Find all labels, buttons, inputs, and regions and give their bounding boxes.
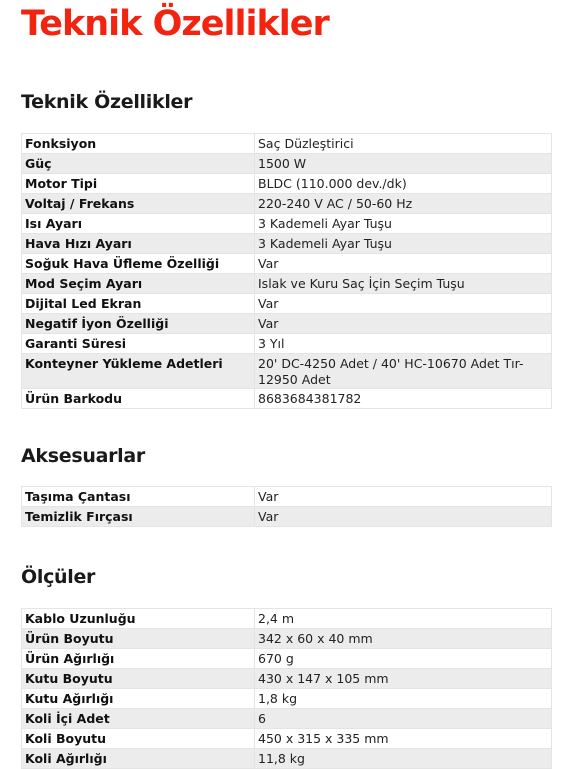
table-row bbox=[22, 294, 552, 314]
spec-value: 3 Kademeli Ayar Tuşu bbox=[255, 234, 552, 254]
spec-value: 1500 W bbox=[255, 154, 552, 174]
spec-value: 11,8 kg bbox=[255, 749, 552, 769]
spec-value: Var bbox=[255, 254, 552, 274]
spec-key: Hava Hızı Ayarı bbox=[22, 234, 255, 254]
section-title-accessories: Aksesuarlar bbox=[21, 445, 145, 467]
spec-key: Fonksiyon bbox=[22, 134, 255, 154]
spec-key: Voltaj / Frekans bbox=[22, 194, 255, 214]
spec-value: 1,8 kg bbox=[255, 689, 552, 709]
spec-key: Motor Tipi bbox=[22, 174, 255, 194]
spec-key: Garanti Süresi bbox=[22, 334, 255, 354]
spec-key: Kutu Boyutu bbox=[22, 669, 255, 689]
spec-key: Ürün Barkodu bbox=[22, 389, 255, 409]
table-row bbox=[22, 709, 552, 729]
table-row bbox=[22, 507, 552, 527]
table-row bbox=[22, 389, 552, 409]
spec-value: 3 Kademeli Ayar Tuşu bbox=[255, 214, 552, 234]
table-row bbox=[22, 649, 552, 669]
spec-value: 8683684381782 bbox=[255, 389, 552, 409]
spec-key: Koli Boyutu bbox=[22, 729, 255, 749]
spec-key: Negatif İyon Özelliği bbox=[22, 314, 255, 334]
spec-key: Kablo Uzunluğu bbox=[22, 609, 255, 629]
spec-value: 20' DC-4250 Adet / 40' HC-10670 Adet Tır-12950 Adet bbox=[255, 354, 552, 389]
spec-value: Var bbox=[255, 314, 552, 334]
table-row bbox=[22, 274, 552, 294]
spec-value: 430 x 147 x 105 mm bbox=[255, 669, 552, 689]
spec-value: 450 x 315 x 335 mm bbox=[255, 729, 552, 749]
table-row bbox=[22, 334, 552, 354]
table-row bbox=[22, 254, 552, 274]
table-row bbox=[22, 154, 552, 174]
table-row bbox=[22, 689, 552, 709]
spec-value: Var bbox=[255, 507, 552, 527]
table-row bbox=[22, 134, 552, 154]
dimensions-table bbox=[21, 608, 552, 769]
table-row bbox=[22, 729, 552, 749]
spec-key: Ürün Boyutu bbox=[22, 629, 255, 649]
spec-key: Isı Ayarı bbox=[22, 214, 255, 234]
spec-key: Koli Ağırlığı bbox=[22, 749, 255, 769]
spec-key: Temizlik Fırçası bbox=[22, 507, 255, 527]
section-title-dimensions: Ölçüler bbox=[21, 566, 96, 588]
spec-value: Saç Düzleştirici bbox=[255, 134, 552, 154]
spec-value: 6 bbox=[255, 709, 552, 729]
spec-value: 670 g bbox=[255, 649, 552, 669]
spec-key: Taşıma Çantası bbox=[22, 487, 255, 507]
accessories-table bbox=[21, 486, 552, 527]
section-title-technical: Teknik Özellikler bbox=[21, 91, 193, 113]
page-title: Teknik Özellikler bbox=[21, 4, 329, 44]
spec-value: 3 Yıl bbox=[255, 334, 552, 354]
spec-value: Islak ve Kuru Saç İçin Seçim Tuşu bbox=[255, 274, 552, 294]
spec-value: 342 x 60 x 40 mm bbox=[255, 629, 552, 649]
table-row bbox=[22, 314, 552, 334]
spec-key: Ürün Ağırlığı bbox=[22, 649, 255, 669]
spec-value: 220-240 V AC / 50-60 Hz bbox=[255, 194, 552, 214]
table-row bbox=[22, 354, 552, 389]
spec-key: Soğuk Hava Üfleme Özelliği bbox=[22, 254, 255, 274]
spec-value: Var bbox=[255, 294, 552, 314]
spec-key: Koli İçi Adet bbox=[22, 709, 255, 729]
table-row bbox=[22, 487, 552, 507]
spec-key: Mod Seçim Ayarı bbox=[22, 274, 255, 294]
spec-value: BLDC (110.000 dev./dk) bbox=[255, 174, 552, 194]
table-row bbox=[22, 669, 552, 689]
technical-spec-table bbox=[21, 133, 552, 409]
table-row bbox=[22, 234, 552, 254]
spec-value: Var bbox=[255, 487, 552, 507]
table-row bbox=[22, 214, 552, 234]
spec-key: Konteyner Yükleme Adetleri bbox=[22, 354, 255, 389]
spec-key: Kutu Ağırlığı bbox=[22, 689, 255, 709]
table-row bbox=[22, 194, 552, 214]
table-row bbox=[22, 629, 552, 649]
spec-key: Güç bbox=[22, 154, 255, 174]
spec-value: 2,4 m bbox=[255, 609, 552, 629]
table-row bbox=[22, 609, 552, 629]
table-row bbox=[22, 174, 552, 194]
spec-key: Dijital Led Ekran bbox=[22, 294, 255, 314]
